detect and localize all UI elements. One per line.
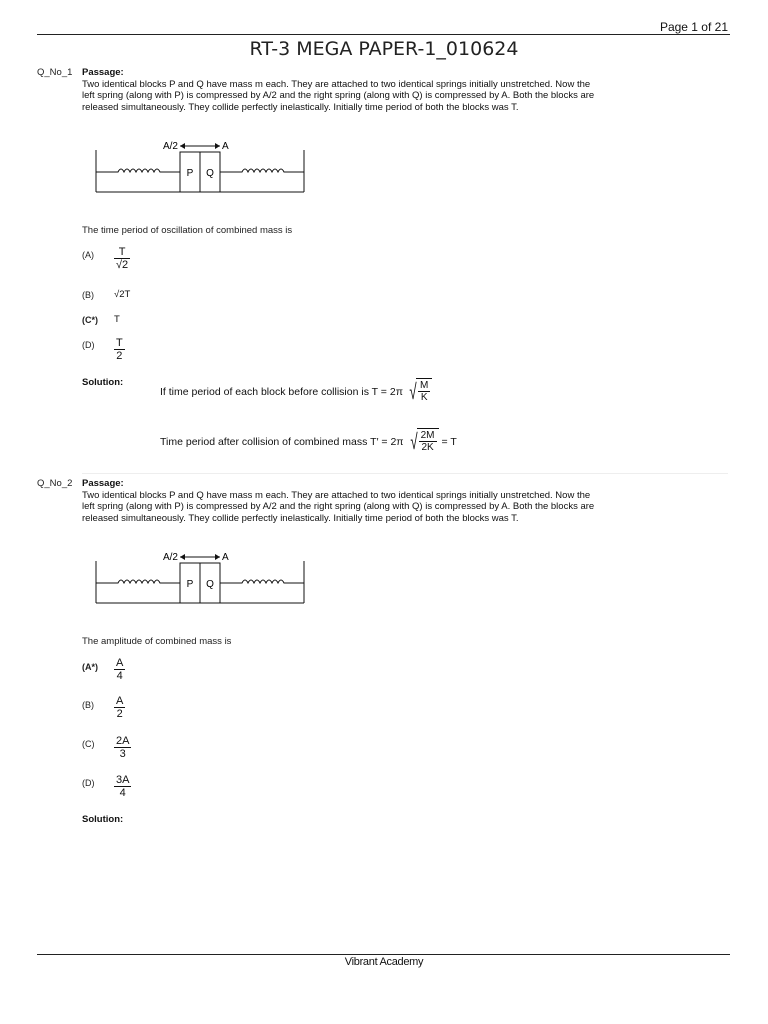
right-spring (220, 169, 304, 172)
solution-label: Solution: (82, 377, 124, 388)
option-d-value: $\frac{3A}{4}$ (116, 774, 130, 799)
dim-left-label: A/2 (162, 141, 178, 152)
option-b: (B) (82, 700, 94, 710)
block-q-label: Q (206, 168, 214, 179)
option-b-value: √2T (114, 289, 131, 300)
dim-left-label: A/2 (162, 552, 178, 563)
page-number: Page 1 of 21 (659, 20, 728, 34)
footer-text: Vibrant Academy (344, 956, 424, 968)
option-b: (B) (82, 290, 94, 300)
passage-label: Passage: (82, 67, 124, 78)
spring-block-diagram (94, 138, 306, 194)
block-p-label: P (186, 168, 194, 179)
dim-right-label: A (222, 141, 229, 152)
question-separator (82, 473, 728, 474)
left-spring (96, 580, 180, 583)
passage-label: Passage: (82, 478, 124, 489)
solution-label: Solution: (82, 814, 124, 825)
passage-text: Two identical blocks P and Q have mass m each. They are attached to two identical springs initially unstretched. Now the left spring (along with P) is compressed by A/2 and the right spring (along with Q) is compressed by A. Both the blocks are released simultaneously. They collide perfectly inelastically. Initially time period of both the blocks was T. (82, 489, 595, 524)
question-passage (82, 67, 602, 113)
option-a: (A*) (82, 662, 98, 672)
option-d-value: $\frac{T}{2}$ (116, 337, 123, 362)
option-d: (D) (82, 778, 95, 788)
block-q-label: Q (206, 579, 214, 590)
question-number: Q_No_2 (37, 478, 73, 489)
footer-rule (37, 954, 730, 955)
option-c-value: $\frac{2A}{3}$ (116, 735, 130, 760)
right-spring (220, 580, 304, 583)
option-c: (C) (82, 739, 95, 749)
option-c-value: T (114, 314, 120, 325)
passage-text: Two identical blocks P and Q have mass m each. They are attached to two identical springs initially unstretched. Now the left spring (along with P) is compressed by A/2 and the right spring (along with Q) is compressed by A. Both the blocks are released simultaneously. They collide perfectly inelastically. Initially time period of both the blocks was T. (82, 78, 595, 113)
question-stem: The amplitude of combined mass is (82, 636, 232, 647)
option-a-value: $\frac{A}{4}$ (116, 657, 124, 682)
option-b-value: $\frac{A}{2}$ (116, 695, 124, 720)
question-stem: The time period of oscillation of combined mass is (82, 225, 293, 236)
block-p-label: P (186, 579, 194, 590)
left-spring (96, 169, 180, 172)
page-title: RT-3 MEGA PAPER-1_010624 (249, 38, 519, 60)
option-d: (D) (82, 340, 95, 350)
spring-block-diagram (94, 549, 306, 605)
solution-line-2: Time period after collision of combined mass T′ = 2π √ $\frac{2M}{2K}$ = T (160, 429, 457, 454)
option-a: (A) (82, 250, 94, 260)
header-rule (37, 34, 730, 35)
option-c: (C*) (82, 315, 98, 325)
option-a-value: $\frac{T}{√2}$ (116, 246, 129, 271)
question-passage (82, 478, 602, 524)
question-number: Q_No_1 (37, 67, 73, 78)
dim-right-label: A (222, 552, 229, 563)
solution-line-1: If time period of each block before collision is T = 2π √ $\frac{M}{K}$ (160, 378, 432, 406)
